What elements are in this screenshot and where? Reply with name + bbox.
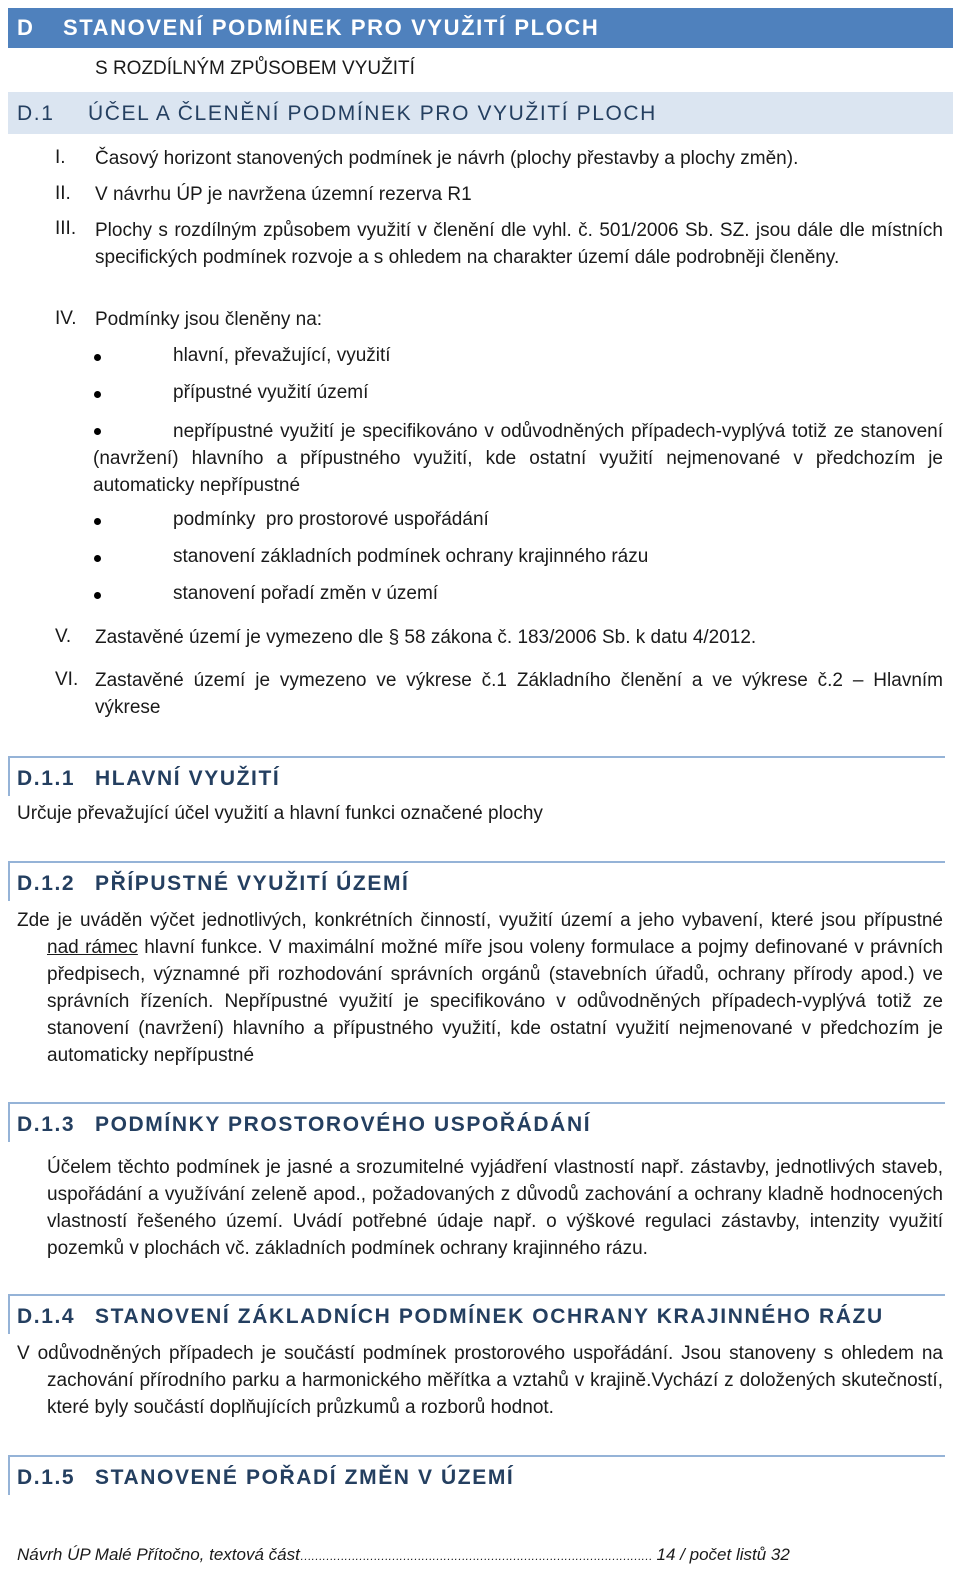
- item-number: II.: [55, 183, 71, 204]
- bullet-icon: [94, 518, 101, 525]
- chapter-code: D: [17, 15, 35, 40]
- section-d13-text: Účelem těchto podmínek je jasné a srozumitelné vyjádření vlastností např. zástavby, jednotlivých staveb, uspořádání a využívání zeleně apod., požadovaných z důvodů zachování a ochrany kladně hodnocených vlastností řešeného území. Uvádí potřebné údaje např. o výškové regulaci zástavby, intenzity využití pozemků v plochách vč. základních podmínek ochrany krajinného rázu.: [47, 1157, 943, 1259]
- item-number: IV.: [55, 308, 77, 329]
- item-number: III.: [55, 218, 77, 239]
- bullet-item: stanovení pořadí změn v území: [173, 583, 439, 604]
- section-d15-header: [8, 1455, 945, 1495]
- section-code: D.1: [17, 102, 55, 125]
- section-title: HLAVNÍ VYUŽITÍ: [95, 767, 281, 790]
- bullet-item: stanovení základních podmínek ochrany krajinného rázu: [173, 546, 649, 567]
- section-title: STANOVENÍ ZÁKLADNÍCH PODMÍNEK OCHRANY KRAJINNÉHO RÁZU: [95, 1305, 884, 1328]
- footer-leader-dots: ……………………………………………………………………………………: [299, 1549, 652, 1563]
- bullet-icon: [94, 391, 101, 398]
- page-footer: [17, 1545, 917, 1565]
- bullet-item: podmínky pro prostorové uspořádání: [173, 509, 489, 530]
- section-d12-text-end: hlavní funkce. V maximální možné míře jsou voleny formulace a pojmy definované v právních předpisech, významné při rozhodování správních orgánů (stavebních úřadů, ochrany přírody apod.) ve správních řízeních. Nepřípustné využití je specifikováno v odůvodněných případech-vyplývá totiž ze stanovení (navržení) hlavního a přípustného využití, kde ostatní využití nejmenované v předchozím je automaticky nepřípustné: [47, 937, 943, 1066]
- bullet-item: přípustné využití území: [173, 382, 369, 403]
- section-title: PŘÍPUSTNÉ VYUŽITÍ ÚZEMÍ: [95, 872, 410, 895]
- list-item: Časový horizont stanovených podmínek je návrh (plochy přestavby a plochy změn).: [95, 148, 799, 169]
- list-item: Zastavěné území je vymezeno dle § 58 zákona č. 183/2006 Sb. k datu 4/2012.: [95, 627, 757, 648]
- section-code: D.1.3: [17, 1113, 76, 1136]
- item-number: I.: [55, 147, 66, 168]
- section-d12-text: [17, 907, 943, 1069]
- section-code: D.1.5: [17, 1466, 76, 1489]
- section-d1-header: [8, 92, 953, 134]
- section-d14-header: [8, 1294, 945, 1334]
- list-item: Podmínky jsou členěny na:: [95, 309, 323, 330]
- section-d14-text: V odůvodněných případech je součástí podmínek prostorového uspořádání. Jsou stanoveny s ohledem na zachování přírodního parku a harmonického měřítka a vztahů v krajině.Vychází z doložených skutečností, které byly součástí doplňujících průzkumů a rozborů hodnot.: [17, 1343, 943, 1418]
- section-d12-underlined: nad rámec: [47, 937, 138, 958]
- section-title: PODMÍNKY PROSTOROVÉHO USPOŘÁDÁNÍ: [95, 1113, 592, 1136]
- list-item: Plochy s rozdílným způsobem využití v členění dle vyhl. č. 501/2006 Sb. SZ. jsou dále dle místních specifických podmínek rozvoje a s ohledem na charakter území dále podrobněji členěny.: [95, 220, 943, 268]
- section-d12-header: [8, 861, 945, 901]
- bullet-icon: [94, 555, 101, 562]
- section-title: STANOVENÉ POŘADÍ ZMĚN V ÚZEMÍ: [95, 1466, 515, 1489]
- section-code: D.1.4: [17, 1305, 76, 1328]
- section-d11-text: Určuje převažující účel využití a hlavní funkci označené plochy: [17, 803, 543, 824]
- bullet-item: hlavní, převažující, využití: [173, 345, 391, 366]
- section-d12-text-start: Zde je uváděn výčet jednotlivých, konkrétních činností, využití území a jeho vybavení, které jsou přípustné: [17, 910, 943, 931]
- section-code: D.1.1: [17, 767, 76, 790]
- list-item: Zastavěné území je vymezeno ve výkrese č.1 Základního členění a ve výkrese č.2 – Hlavním výkrese: [95, 670, 943, 718]
- chapter-header: [8, 8, 953, 48]
- bullet-icon: [94, 354, 101, 361]
- item-number: V.: [55, 626, 72, 647]
- chapter-subtitle: S ROZDÍLNÝM ZPŮSOBEM VYUŽITÍ: [95, 58, 415, 79]
- footer-document-name: Návrh ÚP Malé Přítočno, textová část: [17, 1545, 300, 1564]
- bullet-icon: [94, 592, 101, 599]
- list-item: V návrhu ÚP je navržena územní rezerva R1: [95, 184, 472, 205]
- section-d13-header: [8, 1102, 945, 1142]
- section-code: D.1.2: [17, 872, 76, 895]
- item-number: VI.: [55, 669, 79, 690]
- bullet-item: nepřípustné využití je specifikováno v odůvodněných případech-vyplývá totiž ze stanovení (navržení) hlavního a přípustného využití, kde ostatní využití nejmenované v předchozím je automaticky nepřípustné: [93, 421, 943, 496]
- footer-page-count: 14 / počet listů 32: [651, 1545, 790, 1564]
- section-title: ÚČEL A ČLENĚNÍ PODMÍNEK PRO VYUŽITÍ PLOCH: [88, 102, 657, 125]
- chapter-title: STANOVENÍ PODMÍNEK PRO VYUŽITÍ PLOCH: [63, 15, 600, 40]
- section-d11-header: [8, 756, 945, 796]
